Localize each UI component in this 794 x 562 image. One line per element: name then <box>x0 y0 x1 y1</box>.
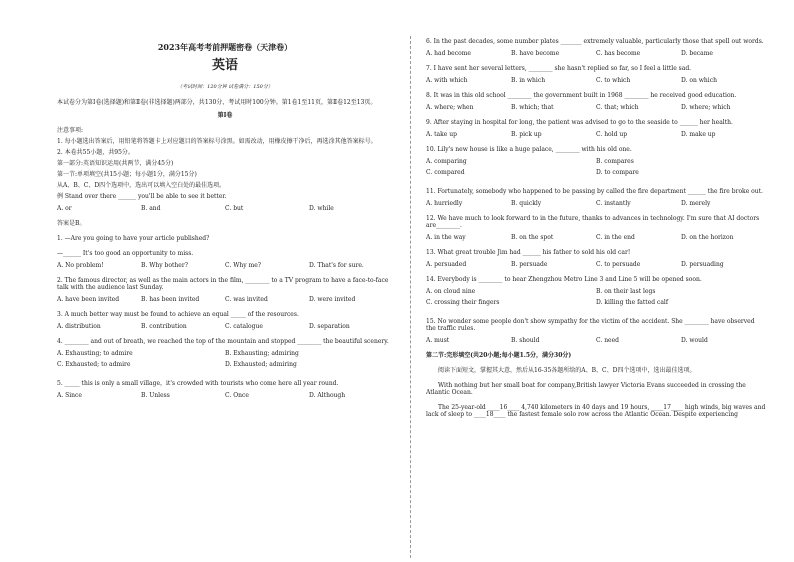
option: C. compared <box>426 169 465 176</box>
option: D. killing the fatted calf <box>596 299 669 306</box>
option: C. need <box>596 337 619 344</box>
question-7: 7. I have sent her several letters, ________ she hasn't replied so far, so I feel a little sad. <box>426 65 692 72</box>
option: C. crossing their fingers <box>426 299 500 306</box>
option: A. Since <box>57 392 82 399</box>
option: B. which; that <box>511 104 554 111</box>
left-column <box>57 38 393 399</box>
option: B. and <box>141 205 161 212</box>
option: D. on the horizon <box>681 234 734 241</box>
question-10-options <box>426 158 766 180</box>
question-5: 5. _____ this is only a small village，it's crowded with tourists who come here all year round. <box>57 380 339 387</box>
question-15: 15. No wonder some people don't show sympathy for the victim of the accident. She ________ have observed the traffic rules. <box>426 318 755 332</box>
note-1: 1. 每小题选出答案后，用铅笔将答题卡上对应题目的答案标号涂黑。如需改动，用橡皮擦干净后，再选涂其他答案标号。 <box>57 138 377 145</box>
example-options <box>57 205 393 212</box>
exam-title: 2023年高考考前押题密卷（天津卷） <box>157 42 293 52</box>
option: C. to which <box>596 77 631 84</box>
option: B. has been invited <box>141 296 200 303</box>
question-8-options <box>426 104 766 111</box>
exam-info: （考试时间：120分钟 试卷满分：150分） <box>177 84 273 90</box>
option: C. hold up <box>596 131 628 138</box>
question-5-options <box>57 392 393 399</box>
option: D. make up <box>681 131 716 138</box>
question-2-options <box>57 296 393 303</box>
option: A. comparing <box>426 158 467 165</box>
question-4: 4. ________ and out of breath, we reached the top of the mountain and stopped ________ the beautiful scenery. <box>57 338 389 345</box>
question-6: 6. In the past decades, some number plates _______ extremely valuable, particularly those that spell out words. <box>426 38 764 45</box>
question-3: 3. A much better way must be found to achieve an equal _____ of the resources. <box>57 311 299 318</box>
question-15-options <box>426 337 766 344</box>
option: D. That's for sure. <box>309 262 364 269</box>
option: D. would <box>681 337 708 344</box>
option: B. should <box>511 337 540 344</box>
passage-paragraph-2: The 25-year-old ____16____ 4,740 kilometers in 40 days and 19 hours, ____17____ high winds, big waves and lack of sleep to ____18____ the fastest female solo row across the Atlantic Ocean. Despite experiencing <box>426 404 766 418</box>
subject-title: 英语 <box>211 58 238 73</box>
passage-paragraph-1: With nothing but her small boat for company,British lawyer Victoria Evans succeeded in crossing the Atlantic Ocean. <box>426 382 746 396</box>
section-one-heading: 第一部分:英语知识运用(共两节，满分45分) <box>57 160 174 167</box>
option: D. where; which <box>681 104 731 111</box>
option: B. Unless <box>141 392 170 399</box>
option: C. Why me? <box>225 262 261 269</box>
option: B. compares <box>596 158 634 165</box>
option: A. No problem! <box>57 262 104 269</box>
option: C. Once <box>225 392 249 399</box>
question-8: 8. It was in this old school ________ the government built in 1968 ________ he received good education. <box>426 92 737 99</box>
option: A. or <box>57 205 72 212</box>
option: D. merely <box>681 200 711 207</box>
question-4-options <box>57 350 393 372</box>
question-1-options <box>57 262 393 269</box>
option: C. was invited <box>225 296 268 303</box>
question-9: 9. After staying in hospital for long, the patient was advised to go to the seaside to ______ her health. <box>426 119 733 126</box>
question-7-options <box>426 77 766 84</box>
question-14-options <box>426 288 766 310</box>
option: C. to persuade <box>596 261 641 268</box>
option: C. in the end <box>596 234 635 241</box>
option: A. with which <box>426 77 468 84</box>
option: D. while <box>309 205 334 212</box>
option: A. in the way <box>426 234 466 241</box>
question-14: 14. Everybody is ________ to hear Zhengzhou Metro Line 3 and Line 5 will be opened soon. <box>426 276 702 283</box>
question-1-reply: —______ It's too good an opportunity to miss. <box>57 250 194 257</box>
note-2: 2. 本卷共55小题，共95分。 <box>57 149 134 156</box>
option: A. distribution <box>57 323 101 330</box>
option: B. in which <box>511 77 546 84</box>
question-9-options <box>426 131 766 138</box>
option: C. but <box>225 205 244 212</box>
right-column <box>426 38 766 418</box>
example-question: 例 Stand over there ______ you'll be able to see it better. <box>57 193 227 200</box>
option: C. catalogue <box>225 323 263 330</box>
option: C. Exhausted; to admire <box>57 361 131 368</box>
notes-title: 注意事项: <box>57 127 84 134</box>
option: C. instantly <box>596 200 631 207</box>
option: D. Although <box>309 392 346 399</box>
part-one-heading: 第Ⅰ卷 <box>217 112 233 119</box>
question-11: 11. Fortunately, somebody who happened to be passing by called the fire department ______ the fire broke out. <box>426 188 763 195</box>
option: D. were invited <box>309 296 356 303</box>
option: B. on the spot <box>511 234 554 241</box>
option: A. Exhausting; to admire <box>57 350 133 357</box>
question-3-options <box>57 323 393 330</box>
option: A. where; when <box>426 104 474 111</box>
option: D. Exhausted; admiring <box>225 361 297 368</box>
question-12: 12. We have much to look forward to in the future, thanks to advances in technology. I'm sure that AI doctors are________. <box>426 215 760 229</box>
option: D. separation <box>309 323 350 330</box>
option: C. has become <box>596 50 641 57</box>
option: B. persuade <box>511 261 548 268</box>
option: B. quickly <box>511 200 542 207</box>
option: A. persuaded <box>426 261 467 268</box>
column-divider <box>410 36 411 558</box>
question-2: 2. The famous director, as well as the main actors in the film, ________ to a TV program to have a face-to-face talk with the audience last Sunday. <box>57 277 389 291</box>
option: D. became <box>681 50 713 57</box>
option: B. Exhausting; admiring <box>225 350 299 357</box>
option: B. have become <box>511 50 560 57</box>
option: A. must <box>426 337 450 344</box>
option: B. on their last legs <box>596 288 656 295</box>
example-answer: 答案是B。 <box>57 220 86 227</box>
section-two-heading: 第二节:完形填空(共20小题;每小题1.5分，满分30分) <box>426 352 572 359</box>
question-12-options <box>426 234 766 241</box>
option: A. hurriedly <box>426 200 463 207</box>
option: D. persuading <box>681 261 724 268</box>
question-1: 1. —Are you going to have your article published? <box>57 235 210 242</box>
instruction: 从A、B、C、D四个选项中，选出可以填入空白处的最佳选项。 <box>57 182 226 189</box>
section-one-part-heading: 第一节:单项填空(共15小题；每小题1分，满分15分) <box>57 171 197 178</box>
option: A. on cloud nine <box>426 288 476 295</box>
question-11-options <box>426 200 766 207</box>
intro-text: 本试卷分为第Ⅰ卷(选择题)和第Ⅱ卷(非选择题)两部分，共130分，考试用时100分钟。第1卷1至11页，第Ⅱ卷12至13页。 <box>57 99 377 106</box>
option: D. to compare <box>596 169 639 176</box>
option: A. have been invited <box>57 296 120 303</box>
option: B. Why bother? <box>141 262 188 269</box>
question-13-options <box>426 261 766 268</box>
instruction-two: 阅读下面短文，掌握其大意，然后从16-35各题所给的A、B、C、D四个选项中，选出最佳选项。 <box>438 367 696 374</box>
question-13: 13. What great trouble Jim had ______ his father to sold his old car! <box>426 249 631 256</box>
question-10: 10. Lily's new house is like a huge palace, ________ with his old one. <box>426 146 632 153</box>
option: B. contribution <box>141 323 187 330</box>
option: C. that; which <box>596 104 639 111</box>
option: D. on which <box>681 77 717 84</box>
question-6-options <box>426 50 766 57</box>
option: B. pick up <box>511 131 542 138</box>
option: A. had become <box>426 50 471 57</box>
option: A. take up <box>426 131 457 138</box>
